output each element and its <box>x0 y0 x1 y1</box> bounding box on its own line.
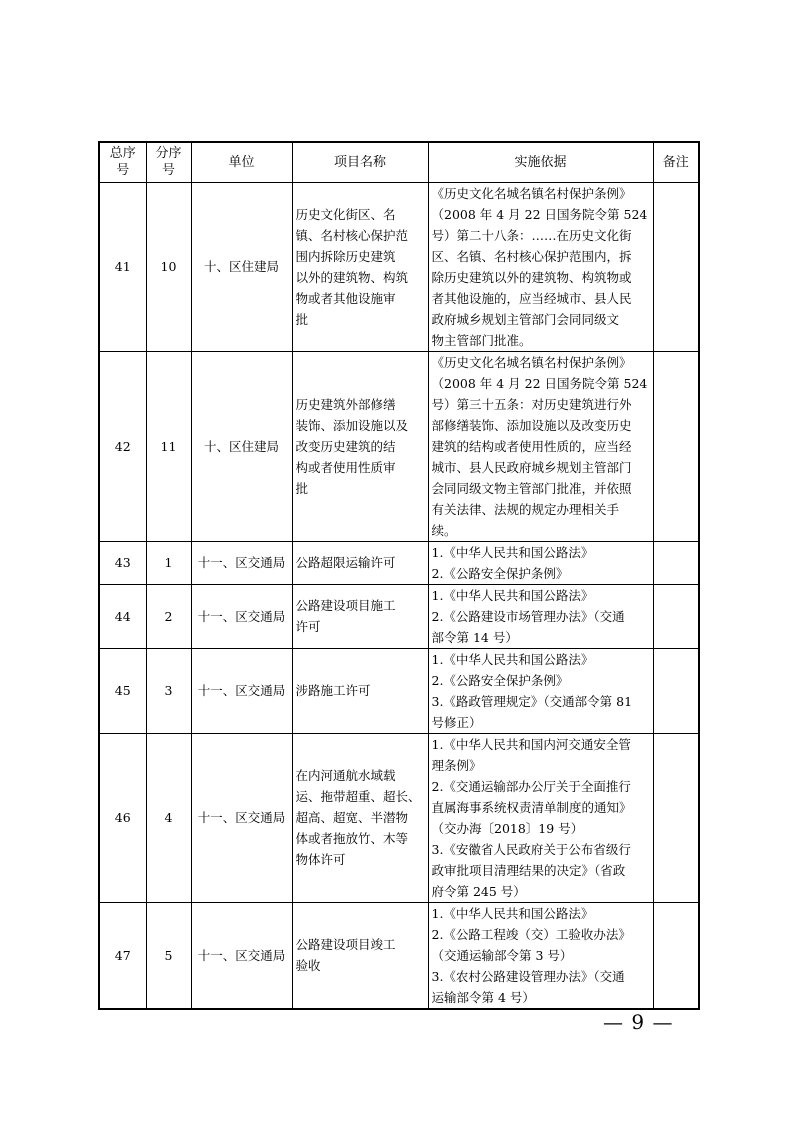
header-total-no: 总序 号 <box>99 142 146 182</box>
basis-line: 建筑的结构或者使用性质的，应当经 <box>431 438 632 454</box>
note-cell <box>653 541 699 584</box>
unit-cell: 十一、区交通局 <box>191 584 292 648</box>
item-name-line: 超高、超宽、半潜物 <box>295 810 409 825</box>
item-name-line: 许可 <box>295 619 321 634</box>
item-name-line: 验收 <box>295 958 321 973</box>
item-name-line: 围内拆除历史建筑 <box>295 248 396 264</box>
sub-no-cell: 1 <box>146 541 191 584</box>
unit-cell: 十、区住建局 <box>191 182 292 351</box>
total-no-cell: 46 <box>99 733 146 902</box>
header-basis: 实施依据 <box>428 142 653 182</box>
note-cell <box>653 584 699 648</box>
basis-line: 《历史文化名城名镇名村保护条例》 <box>431 354 632 370</box>
basis-line: 会同同级文物主管部门批准，并依照 <box>431 480 632 496</box>
basis-line: 3.《农村公路建设管理办法》（交通 <box>431 968 625 984</box>
basis-cell <box>428 182 653 351</box>
item-name-line: 装饰、添加设施以及 <box>295 417 409 433</box>
item-name-line: 公路超限运输许可 <box>295 555 396 570</box>
table-row <box>99 733 699 902</box>
item-name-line: 运、拖带超重、超长、 <box>295 789 421 804</box>
note-cell <box>653 182 699 351</box>
item-name-line: 改变历史建筑的结 <box>295 438 396 454</box>
item-name-cell <box>292 902 428 1009</box>
note-cell <box>653 648 699 733</box>
item-name-line: 以外的建筑物、构筑 <box>295 269 409 285</box>
sub-no-cell: 2 <box>146 584 191 648</box>
header-unit: 单位 <box>191 142 292 182</box>
item-name-cell <box>292 648 428 733</box>
note-cell <box>653 733 699 902</box>
basis-cell <box>428 902 653 1009</box>
item-name-line: 公路建设项目竣工 <box>295 937 396 952</box>
unit-cell: 十一、区交通局 <box>191 541 292 584</box>
item-name-line: 构或者使用性质审 <box>295 459 396 475</box>
total-no-cell: 43 <box>99 541 146 584</box>
basis-line: （2008 年 4 月 22 日国务院令第 524 <box>431 206 648 222</box>
table-row <box>99 351 699 541</box>
basis-line: 1.《中华人民共和国公路法》 <box>431 905 594 921</box>
basis-line: 运输部令第 4 号） <box>431 989 535 1005</box>
unit-cell: 十一、区交通局 <box>191 733 292 902</box>
basis-line: 1.《中华人民共和国公路法》 <box>431 651 594 667</box>
item-name-cell <box>292 733 428 902</box>
unit-cell: 十、区住建局 <box>191 351 292 541</box>
item-name-line: 镇、名村核心保护范 <box>295 227 409 243</box>
item-name-line: 公路建设项目施工 <box>295 598 396 613</box>
page-number: — 9 — <box>603 1010 674 1034</box>
item-name-cell <box>292 182 428 351</box>
table-row <box>99 902 699 1009</box>
table-row <box>99 584 699 648</box>
item-name-line: 涉路施工许可 <box>295 683 371 698</box>
table-row <box>99 648 699 733</box>
total-no-cell: 41 <box>99 182 146 351</box>
basis-line: 1.《中华人民共和国公路法》 <box>431 544 594 560</box>
sub-no-cell: 11 <box>146 351 191 541</box>
note-cell <box>653 351 699 541</box>
total-no-cell: 45 <box>99 648 146 733</box>
basis-line: 政府城乡规划主管部门会同同级文 <box>431 311 620 327</box>
item-name-line: 历史文化街区、名 <box>295 206 396 222</box>
total-no-cell: 42 <box>99 351 146 541</box>
basis-line: 1.《中华人民共和国内河交通安全管 <box>431 736 631 752</box>
item-name-line: 批 <box>295 311 309 327</box>
approval-items-table <box>98 141 700 1010</box>
basis-line: 3.《路政管理规定》（交通部令第 81 <box>431 693 633 709</box>
basis-line: 1.《中华人民共和国公路法》 <box>431 587 594 603</box>
basis-line: 《历史文化名城名镇名村保护条例》 <box>431 185 632 201</box>
note-cell <box>653 902 699 1009</box>
basis-cell <box>428 584 653 648</box>
table-row <box>99 182 699 351</box>
table-row <box>99 541 699 584</box>
basis-line: 政审批项目清理结果的决定》（省政 <box>431 862 626 878</box>
basis-line: 号）第三十五条：对历史建筑进行外 <box>431 396 632 412</box>
sub-no-cell: 10 <box>146 182 191 351</box>
basis-line: 府令第 245 号） <box>431 883 526 899</box>
basis-line: 2.《公路安全保护条例》 <box>431 672 569 688</box>
item-name-line: 批 <box>295 480 309 496</box>
item-name-line: 体或者拖放竹、木等 <box>295 831 409 846</box>
item-name-cell <box>292 584 428 648</box>
basis-line: 续。 <box>431 522 457 538</box>
basis-cell <box>428 351 653 541</box>
basis-line: 部修缮装饰、添加设施以及改变历史 <box>431 417 632 433</box>
item-name-line: 历史建筑外部修缮 <box>295 396 396 412</box>
basis-line: 号）第二十八条：……在历史文化街 <box>431 227 632 243</box>
item-name-cell <box>292 351 428 541</box>
basis-line: 2.《公路工程竣（交）工验收办法》 <box>431 926 631 942</box>
basis-line: 部令第 14 号） <box>431 629 518 645</box>
basis-line: 2.《公路建设市场管理办法》（交通 <box>431 608 625 624</box>
unit-cell: 十一、区交通局 <box>191 902 292 1009</box>
basis-line: 者其他设施的，应当经城市、县人民 <box>431 290 632 306</box>
basis-line: （2008 年 4 月 22 日国务院令第 524 <box>431 375 648 391</box>
table-header-row <box>99 142 699 182</box>
basis-line: （交通运输部令第 3 号） <box>431 947 573 963</box>
basis-line: 城市、县人民政府城乡规划主管部门 <box>431 459 632 475</box>
basis-cell <box>428 733 653 902</box>
basis-line: （交办海〔2018〕19 号） <box>431 820 584 836</box>
total-no-cell: 47 <box>99 902 146 1009</box>
item-name-cell <box>292 541 428 584</box>
header-note: 备注 <box>653 142 699 182</box>
sub-no-cell: 4 <box>146 733 191 902</box>
basis-line: 有关法律、法规的规定办理相关手 <box>431 501 620 517</box>
unit-cell: 十一、区交通局 <box>191 648 292 733</box>
sub-no-cell: 3 <box>146 648 191 733</box>
header-sub-no: 分序 号 <box>146 142 191 182</box>
basis-line: 理条例》 <box>431 757 482 773</box>
basis-line: 物主管部门批准。 <box>431 332 532 348</box>
basis-cell <box>428 648 653 733</box>
basis-line: 3.《安徽省人民政府关于公布省级行 <box>431 841 631 857</box>
sub-no-cell: 5 <box>146 902 191 1009</box>
total-no-cell: 44 <box>99 584 146 648</box>
item-name-line: 物或者其他设施审 <box>295 290 396 306</box>
basis-cell <box>428 541 653 584</box>
basis-line: 号修正） <box>431 714 482 730</box>
basis-line: 2.《交通运输部办公厅关于全面推行 <box>431 778 631 794</box>
header-item-name: 项目名称 <box>292 142 428 182</box>
basis-line: 2.《公路安全保护条例》 <box>431 565 569 581</box>
basis-line: 直属海事系统权责清单制度的通知》 <box>431 799 632 815</box>
basis-line: 区、名镇、名村核心保护范围内，拆 <box>431 248 632 264</box>
item-name-line: 物体许可 <box>295 852 346 867</box>
item-name-line: 在内河通航水域载 <box>295 768 396 783</box>
basis-line: 除历史建筑以外的建筑物、构筑物或 <box>431 269 632 285</box>
